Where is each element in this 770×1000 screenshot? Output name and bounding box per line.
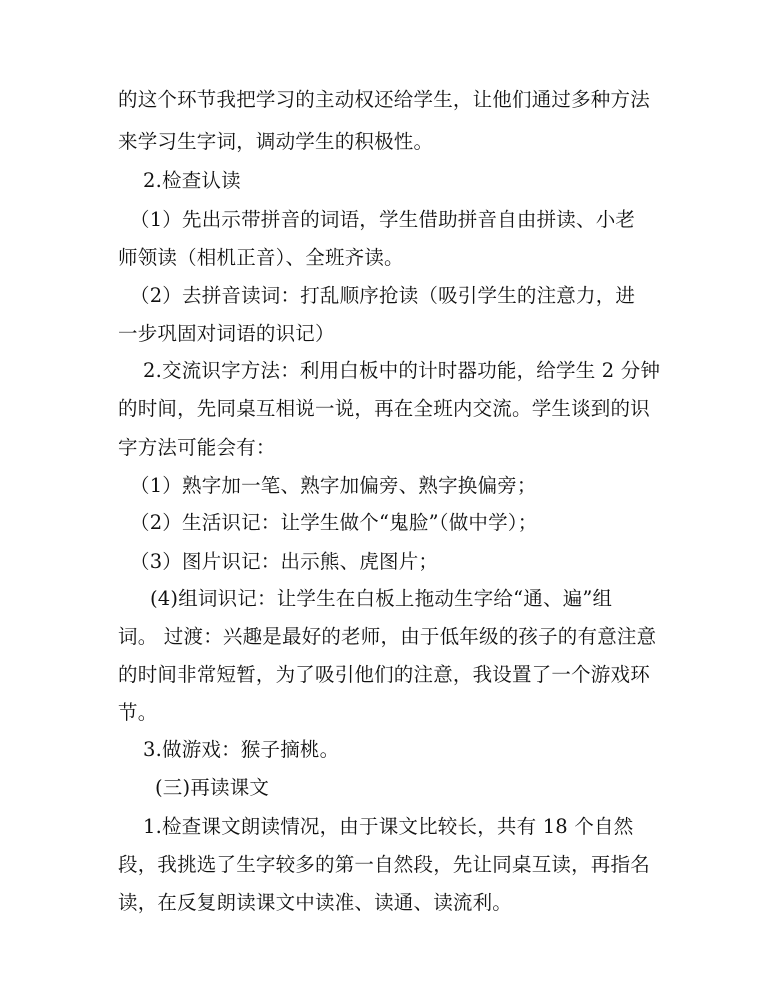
text-line: 字方法可能会有： bbox=[118, 436, 276, 459]
text-line: 师领读（相机正音）、全班齐读。 bbox=[118, 246, 404, 269]
text-line: 一步巩固对词语的识记） bbox=[118, 322, 335, 345]
list-item: （1）熟字加一笔、熟字加偏旁、熟字换偏旁； bbox=[130, 474, 537, 497]
text-line: 段，我挑选了生字较多的第一自然段，先让同桌互读，再指名 bbox=[118, 853, 650, 876]
list-item: (4)组词识记：让学生在白板上拖动生字给“通、遍”组 bbox=[150, 587, 613, 610]
text-line: （2）去拼音读词：打乱顺序抢读（吸引学生的注意力，进 bbox=[130, 284, 636, 307]
text-line: 来学习生字词，调动学生的积极性。 bbox=[118, 130, 434, 153]
text-line: 的时间，先同桌互相说一说，再在全班内交流。学生谈到的识 bbox=[118, 397, 650, 420]
section-heading: 2.交流识字方法：利用白板中的计时器功能，给学生 2 分钟 bbox=[143, 359, 661, 382]
section-heading: (三)再读课文 bbox=[155, 776, 270, 799]
text-line: 节。 bbox=[118, 701, 158, 724]
text-line: 读，在反复朗读课文中读准、读通、读流利。 bbox=[118, 891, 513, 914]
text-line: 的时间非常短暂，为了吸引他们的注意，我设置了一个游戏环 bbox=[118, 663, 650, 686]
list-item: （2）生活识记：让学生做个“鬼脸”（做中学）； bbox=[130, 511, 538, 534]
text-line: 1.检查课文朗读情况，由于课文比较长，共有 18 个自然 bbox=[143, 815, 634, 838]
text-line: 的这个环节我把学习的主动权还给学生，让他们通过多种方法 bbox=[118, 88, 650, 111]
text-line: （1）先出示带拼音的词语，学生借助拼音自由拼读、小老 bbox=[130, 208, 636, 231]
section-heading: 3.做游戏：猴子摘桃。 bbox=[143, 738, 340, 761]
list-item: （3）图片识记：出示熊、虎图片； bbox=[130, 550, 439, 573]
section-heading: 2.检查认读 bbox=[143, 169, 241, 192]
text-line: 词。 过渡：兴趣是最好的老师，由于低年级的孩子的有意注意 bbox=[118, 625, 657, 648]
